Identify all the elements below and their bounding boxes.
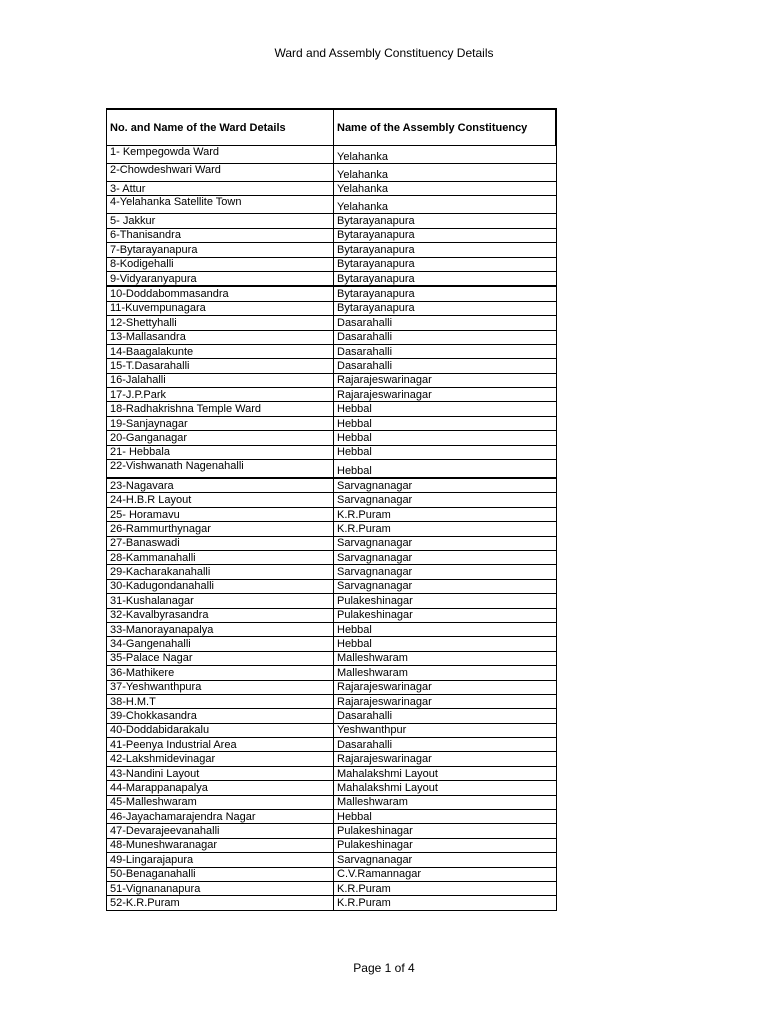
table-row [107,522,557,536]
ward-name-cell: 30-Kadugondanahalli [107,579,334,593]
ward-name-cell: 43-Nandini Layout [107,766,334,780]
table-row [107,550,557,564]
ward-name-cell: 18-Radhakrishna Temple Ward [107,402,334,416]
ward-name-cell: 21- Hebbala [107,445,334,459]
table-row [107,723,557,737]
table-row [107,752,557,766]
table-row [107,536,557,550]
table-row [107,228,557,242]
ward-name-cell: 31-Kushalanagar [107,594,334,608]
page-title: Ward and Assembly Constituency Details [274,46,494,60]
assembly-constituency-cell: Bytarayanapura [334,301,557,315]
assembly-constituency-cell: Rajarajeswarinagar [334,388,557,402]
ward-name-cell: 16-Jalahalli [107,373,334,387]
table-row [107,881,557,895]
assembly-constituency-cell: Malleshwaram [334,666,557,680]
ward-name-cell: 46-Jayachamarajendra Nagar [107,810,334,824]
ward-name-cell: 39-Chokkasandra [107,709,334,723]
table-row [107,301,557,315]
assembly-constituency-cell: Hebbal [334,622,557,636]
assembly-constituency-cell: K.R.Puram [334,881,557,895]
assembly-constituency-cell: Hebbal [334,402,557,416]
table-row [107,330,557,344]
assembly-constituency-cell: K.R.Puram [334,522,557,536]
ward-name-cell: 28-Kammanahalli [107,550,334,564]
assembly-constituency-cell: Sarvagnanagar [334,536,557,550]
table-row [107,478,557,493]
table-row [107,896,557,910]
assembly-constituency-cell: Bytarayanapura [334,228,557,242]
assembly-constituency-cell: K.R.Puram [334,507,557,521]
table-row [107,146,557,164]
assembly-constituency-cell: Sarvagnanagar [334,853,557,867]
assembly-constituency-cell: Hebbal [334,445,557,459]
assembly-constituency-cell: Mahalakshmi Layout [334,766,557,780]
assembly-constituency-cell: Pulakeshinagar [334,594,557,608]
ward-name-cell: 4-Yelahanka Satellite Town [107,196,334,214]
table-row [107,694,557,708]
table-row [107,402,557,416]
assembly-constituency-cell: Pulakeshinagar [334,824,557,838]
header-assembly-constituency: Name of the Assembly Constituency [334,109,557,146]
table-row [107,271,557,286]
table-row [107,243,557,257]
header-ward: No. and Name of the Ward Details [107,109,334,146]
table-row [107,867,557,881]
assembly-constituency-cell: Dasarahalli [334,359,557,373]
ward-name-cell: 24-H.B.R Layout [107,493,334,507]
assembly-constituency-cell: Bytarayanapura [334,214,557,228]
table-row [107,445,557,459]
table-row [107,257,557,271]
assembly-constituency-cell: Pulakeshinagar [334,608,557,622]
ward-name-cell: 14-Baagalakunte [107,344,334,358]
table-row [107,196,557,214]
assembly-constituency-cell: Rajarajeswarinagar [334,752,557,766]
table-row [107,622,557,636]
assembly-constituency-cell: Sarvagnanagar [334,493,557,507]
ward-name-cell: 26-Rammurthynagar [107,522,334,536]
assembly-constituency-cell: Yeshwanthpur [334,723,557,737]
assembly-constituency-cell: Pulakeshinagar [334,838,557,852]
table-row [107,594,557,608]
ward-name-cell: 37-Yeshwanthpura [107,680,334,694]
assembly-constituency-cell: Hebbal [334,460,557,479]
ward-name-cell: 44-Marappanapalya [107,781,334,795]
table-row [107,637,557,651]
table-row [107,416,557,430]
table-row [107,286,557,301]
assembly-constituency-cell: Bytarayanapura [334,257,557,271]
ward-name-cell: 13-Mallasandra [107,330,334,344]
assembly-constituency-cell: Hebbal [334,810,557,824]
table-row [107,853,557,867]
table-row [107,781,557,795]
assembly-constituency-cell: Dasarahalli [334,709,557,723]
ward-constituency-table [106,108,557,911]
table-row [107,838,557,852]
assembly-constituency-cell: Sarvagnanagar [334,565,557,579]
assembly-constituency-cell: Sarvagnanagar [334,579,557,593]
ward-name-cell: 47-Devarajeevanahalli [107,824,334,838]
assembly-constituency-cell: Hebbal [334,637,557,651]
ward-name-cell: 42-Lakshmidevinagar [107,752,334,766]
ward-name-cell: 36-Mathikere [107,666,334,680]
table-row [107,507,557,521]
ward-name-cell: 15-T.Dasarahalli [107,359,334,373]
table-row [107,766,557,780]
table-row [107,824,557,838]
assembly-constituency-cell: Dasarahalli [334,330,557,344]
table-row [107,810,557,824]
table-row [107,666,557,680]
assembly-constituency-cell: Dasarahalli [334,738,557,752]
ward-name-cell: 20-Ganganagar [107,431,334,445]
table-header-row [107,109,557,146]
ward-name-cell: 32-Kavalbyrasandra [107,608,334,622]
table-body [107,146,557,911]
ward-name-cell: 22-Vishwanath Nagenahalli [107,460,334,479]
table-row [107,565,557,579]
table-row [107,709,557,723]
assembly-constituency-cell: C.V.Ramannagar [334,867,557,881]
ward-name-cell: 23-Nagavara [107,478,334,493]
assembly-constituency-cell: Dasarahalli [334,344,557,358]
ward-name-cell: 45-Malleshwaram [107,795,334,809]
ward-name-cell: 48-Muneshwaranagar [107,838,334,852]
table-row [107,182,557,196]
ward-name-cell: 11-Kuvempunagara [107,301,334,315]
table-row [107,344,557,358]
ward-name-cell: 6-Thanisandra [107,228,334,242]
assembly-constituency-cell: Rajarajeswarinagar [334,373,557,387]
ward-name-cell: 17-J.P.Park [107,388,334,402]
ward-name-cell: 35-Palace Nagar [107,651,334,665]
assembly-constituency-cell: Dasarahalli [334,316,557,330]
assembly-constituency-cell: Bytarayanapura [334,243,557,257]
table-row [107,359,557,373]
ward-name-cell: 3- Attur [107,182,334,196]
ward-name-cell: 27-Banaswadi [107,536,334,550]
table-row [107,164,557,182]
ward-name-cell: 41-Peenya Industrial Area [107,738,334,752]
assembly-constituency-cell: Yelahanka [334,182,557,196]
assembly-constituency-cell: Sarvagnanagar [334,550,557,564]
ward-name-cell: 50-Benaganahalli [107,867,334,881]
ward-name-cell: 40-Doddabidarakalu [107,723,334,737]
ward-name-cell: 49-Lingarajapura [107,853,334,867]
ward-name-cell: 1- Kempegowda Ward [107,146,334,164]
table-row [107,431,557,445]
ward-name-cell: 2-Chowdeshwari Ward [107,164,334,182]
ward-name-cell: 25- Horamavu [107,507,334,521]
table-row [107,388,557,402]
table-row [107,651,557,665]
assembly-constituency-cell: Bytarayanapura [334,271,557,286]
assembly-constituency-cell: Sarvagnanagar [334,478,557,493]
table-row [107,738,557,752]
assembly-constituency-cell: Rajarajeswarinagar [334,680,557,694]
ward-name-cell: 9-Vidyaranyapura [107,271,334,286]
table-row [107,316,557,330]
assembly-constituency-cell: Malleshwaram [334,795,557,809]
assembly-constituency-cell: Yelahanka [334,146,557,164]
ward-name-cell: 38-H.M.T [107,694,334,708]
ward-name-cell: 52-K.R.Puram [107,896,334,910]
assembly-constituency-cell: Hebbal [334,431,557,445]
table-row [107,608,557,622]
ward-name-cell: 7-Bytarayanapura [107,243,334,257]
table-row [107,214,557,228]
assembly-constituency-cell: Mahalakshmi Layout [334,781,557,795]
assembly-constituency-cell: Yelahanka [334,164,557,182]
table-row [107,373,557,387]
ward-name-cell: 5- Jakkur [107,214,334,228]
ward-name-cell: 51-Vignananapura [107,881,334,895]
ward-name-cell: 33-Manorayanapalya [107,622,334,636]
table-row [107,680,557,694]
assembly-constituency-cell: Hebbal [334,416,557,430]
table-row [107,795,557,809]
assembly-constituency-cell: Yelahanka [334,196,557,214]
ward-name-cell: 29-Kacharakanahalli [107,565,334,579]
assembly-constituency-cell: Malleshwaram [334,651,557,665]
table-row [107,460,557,479]
ward-name-cell: 12-Shettyhalli [107,316,334,330]
ward-name-cell: 19-Sanjaynagar [107,416,334,430]
assembly-constituency-cell: Bytarayanapura [334,286,557,301]
assembly-constituency-cell: Rajarajeswarinagar [334,694,557,708]
ward-name-cell: 34-Gangenahalli [107,637,334,651]
assembly-constituency-cell: K.R.Puram [334,896,557,910]
page-number: Page 1 of 4 [353,961,415,975]
table-row [107,493,557,507]
table-row [107,579,557,593]
ward-name-cell: 10-Doddabommasandra [107,286,334,301]
ward-name-cell: 8-Kodigehalli [107,257,334,271]
